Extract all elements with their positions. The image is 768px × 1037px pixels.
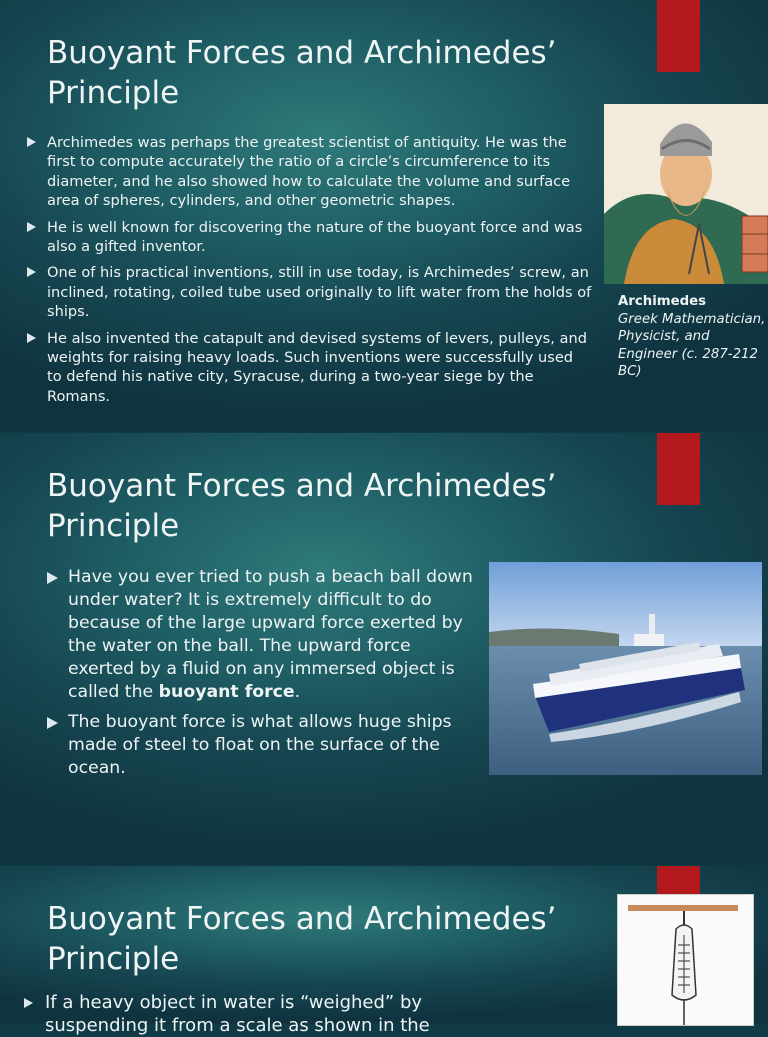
title-line-2: Principle [47,508,180,544]
bullet-item: One of his practical inventions, still in use today, is Archimedes’ screw, an inclined, rotating, coiled tube used originally to lift water from the holds of ships. [47,263,592,321]
cruise-ship-photo [489,562,762,775]
bullet-item: The buoyant force is what allows huge ships made of steel to float on the surface of the ocean. [68,711,478,780]
bullet-triangle-icon [27,333,36,343]
bullet-item: He is well known for discovering the nature of the buoyant force and was also a gifted inventor. [47,218,592,257]
slide-title [47,33,557,113]
bullet-triangle-icon [24,998,33,1008]
slide-title [47,899,557,979]
bullet-item: Archimedes was perhaps the greatest scientist of antiquity. He was the first to compute accurately the ratio of a circle’s circumference to its diameter, and he also showed how to calculate the volume and surface area of spheres, cylinders, and other geometric shapes. [47,133,592,211]
slide-1 [0,0,768,432]
bullet-list [45,991,465,1037]
title-line-1: Buoyant Forces and Archimedes’ [47,35,557,71]
bullet-triangle-icon [27,137,36,147]
emphasis-term: buoyant force [158,682,295,702]
bullet-list [47,133,592,413]
bullet-item: If a heavy object in water is “weighed” by suspending it from a scale as shown in the [45,991,465,1037]
bullet-item: He also invented the catapult and devised systems of levers, pulleys, and weights for raising heavy loads. Such inventions were successfully used to defend his native city, Syracuse, during a two-year siege by the Romans. [47,329,592,407]
caption-name: Archimedes [618,294,707,309]
portrait-caption [618,293,766,381]
bullet-list [68,566,478,780]
slide-3 [0,866,768,1036]
title-line-1: Buoyant Forces and Archimedes’ [47,468,557,504]
archimedes-portrait [604,104,768,284]
caption-description: Greek Mathematician, Physicist, and Engineer (c. 287-212 BC) [618,311,766,379]
bullet-triangle-icon [47,572,58,584]
bullet-triangle-icon [27,267,36,277]
bullet-triangle-icon [47,717,58,729]
accent-bar [657,433,700,505]
title-line-1: Buoyant Forces and Archimedes’ [47,901,557,937]
bullet-triangle-icon [27,222,36,232]
slide-title [47,466,557,546]
accent-bar [657,0,700,72]
title-line-2: Principle [47,75,180,111]
bullet-item: Have you ever tried to push a beach ball down under water? It is extremely difficult to do because of the large upward force exerted by the water on the ball. The upward force exerted by a fluid on any immersed object is called the buoyant force. [68,566,478,704]
accent-bar [657,866,700,896]
spring-scale-diagram [617,894,754,1026]
title-line-2: Principle [47,941,180,977]
